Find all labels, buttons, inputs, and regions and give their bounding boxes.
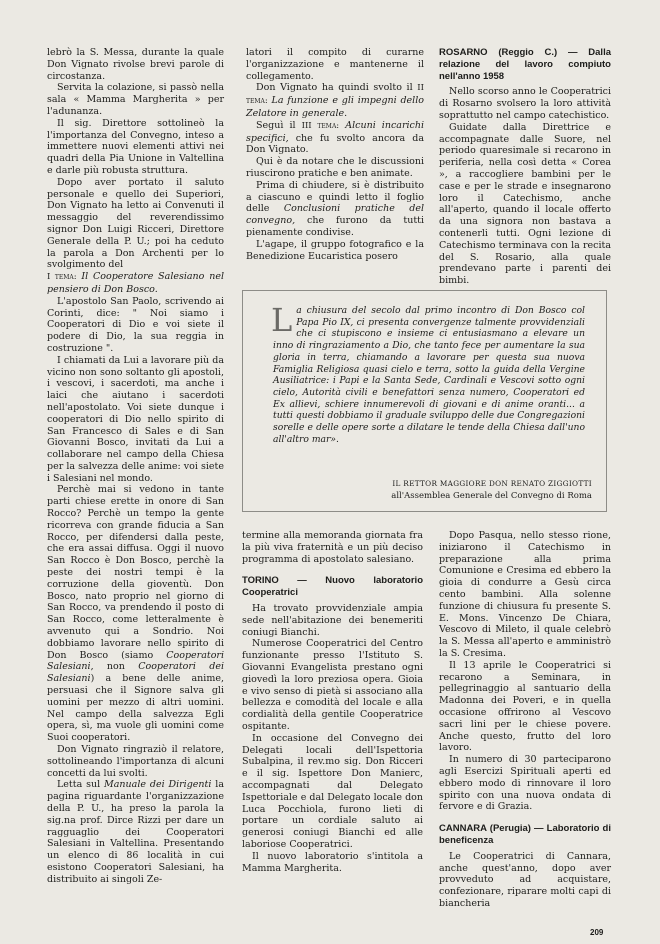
column-2	[246, 47, 424, 262]
paragraph: Il sig. Direttore sottolineò la l'importanza del Convegno, inteso a immettere nuovi elementi attivi nei quadri della Pia Unione in Valtellina e darle più robusta struttura.	[47, 117, 224, 176]
paragraph: Seguì il III tema: Alcuni incarichi specifici, che fu svolto ancora da Don Vignato.	[246, 119, 424, 156]
quote-box	[242, 290, 607, 512]
column-3-lower	[439, 530, 611, 910]
quote-signature: IL RETTOR MAGGIORE DON RENATO ZIGGIOTTI	[392, 479, 592, 488]
column-1	[47, 47, 224, 886]
paragraph: In numero di 30 parteciparono agli Esercizi Spirituali aperti ed ebbero modo di rinnovare il loro spirito con una nuova ondata di fervore e di Grazia.	[439, 754, 611, 813]
paragraph: Il 13 aprile le Cooperatrici si recarono a Seminara, in pellegrinaggio al santuario della Madonna dei Poveri, e in quella occasione offrirono al Vescovo sacri lini per le chiese povere. Anche questo, frutto del loro lavoro.	[439, 659, 611, 754]
section-heading: ROSARNO (Reggio C.) — Dalla relazione del lavoro compiuto nell'anno 1958	[439, 47, 611, 82]
page-number: 209	[590, 928, 604, 937]
column-2-lower	[242, 530, 423, 874]
paragraph: Ha trovato provvidenziale ampia sede nell'abitazione dei benemeriti coniugi Bianchi.	[242, 602, 423, 638]
theme-label: I tema:	[47, 272, 77, 283]
paragraph: Dopo aver portato il saluto personale e quello dei Superiori, Don Vignato ha letto ai Convenuti il messaggio del reverendissimo signor Don Luigi Ricceri, Direttore Generale della P. U.; poi ha ceduto la parola a Don Archenti per lo svolgimento del	[47, 176, 224, 271]
paragraph: Servita la colazione, si passò nella sala « Mamma Margherita » per l'adunanza.	[47, 82, 224, 117]
paragraph: Perchè mai si vedono in tante parti chiese erette in onore di San Rocco? Perchè un tempo la gente ricorreva con grande fiducia a San Rocco, per difendersi dalla peste, che era assai diffusa. Oggi il nuovo San Rocco è Don Bosco, perchè la peste dei nostri tempi è la corruzione della gioventù. Don Bosco, nato proprio nel giorno di San Rocco, va prendendo il posto di San Rocco, come letteralmente è avvenuto qui a Sondrio. Noi dobbiamo lavorare nello spirito di Don Bosco (siamo Cooperatori Salesiani, non Cooperatori dei Salesiani) a bene delle anime, persuasi che il Signore salva gli uomini per mezzo di altri uomini. Nel campo della salvezza Egli opera, sì, ma vuole gli uomini come Suoi cooperatori.	[47, 484, 224, 744]
paragraph: L'agape, il gruppo fotografico e la Benedizione Eucaristica posero	[246, 238, 424, 262]
theme-heading	[47, 271, 224, 296]
paragraph: I chiamati da Lui a lavorare più da vicino non sono soltanto gli apostoli, i vescovi, i sacerdoti, ma anche i laici che aiutano i sacerdoti nell'apostolato. Voi siete dunque i cooperatori di Dio nello spirito di San Francesco di Sales e di San Giovanni Bosco, invitati da Lui a collaborare nel campo della Chiesa per la salvezza delle anime: voi siete i Salesiani nel mondo.	[47, 354, 224, 484]
paragraph: Nello scorso anno le Cooperatrici di Rosarno svolsero la loro attività soprattutto nel campo catechistico.	[439, 86, 611, 121]
paragraph: Numerose Cooperatrici del Centro funzionante presso l'Istituto S. Giovanni Evangelista prestano ogni giovedì la loro preziosa opera. Gioia e vivo senso di pietà si associano alla bellezza e comodità del locale e alla cordialità della gentile Cooperatrice ospitante.	[242, 638, 423, 732]
drop-cap: L	[271, 301, 293, 339]
paragraph: Don Vignato ringraziò il relatore, sottolineando l'importanza di alcuni concetti da lui svolti.	[47, 744, 224, 779]
paragraph: Prima di chiudere, si è distribuito a ciascuno e quindi letto il foglio delle Conclusioni pratiche del convegno, che furono da tutti pienamente condivise.	[246, 179, 424, 238]
theme-title: Il Cooperatore Salesiano nel pensiero di Don Bosco.	[47, 271, 224, 295]
paragraph: Letta sul Manuale dei Dirigenti la pagina riguardante l'organizzazione della P. U., ha preso la parola la sig.na prof. Dirce Rizzi per dare un ragguaglio dei Cooperatori Salesiani in Valtellina. Presentando un elenco di 86 località in cui esistono Cooperatori Salesiani, ha distribuito ai singoli Ze-	[47, 779, 224, 885]
column-3	[439, 47, 611, 287]
paragraph: lebrò la S. Messa, durante la quale Don Vignato rivolse brevi parole di circostanza.	[47, 47, 224, 82]
paragraph: Dopo Pasqua, nello stesso rione, iniziarono il Catechismo in preparazione alla prima Comunione e Cresima ed ebbero la gioia di condurre a Gesù circa cento bambini. Alla solenne funzione di chiusura fu presente S. E. Mons. Vincenzo De Chiara, Vescovo di Mileto, il quale celebrò la S. Messa all'aperto e amministrò la S. Cresima.	[439, 530, 611, 659]
paragraph: Don Vignato ha quindi svolto il II tema: La funzione e gli impegni dello Zelatore in generale.	[246, 82, 424, 119]
paragraph: Qui è da notare che le discussioni riuscirono pratiche e ben animate.	[246, 156, 424, 179]
section-heading: TORINO — Nuovo laboratorio Cooperatrici	[242, 575, 423, 599]
paragraph: In occasione del Convegno dei Delegati locali dell'Ispettoria Subalpina, il rev.mo sig. Don Ricceri e il sig. Ispettore Don Manierc, accompagnati dal Delegato Ispettoriale e dal Delegato locale don Luca Pocchiola, furono lieti di portare un cordiale saluto ai generosi coniugi Bianchi ed alle laboriose Cooperatrici.	[242, 732, 423, 850]
paragraph: Le Cooperatrici di Cannara, anche quest'anno, dopo aver provveduto ad acquistare, confezionare, riparare molti capi di biancheria	[439, 850, 611, 909]
quote-signature-note: all'Assemblea Generale del Convegno di Roma	[391, 491, 592, 501]
paragraph: termine alla memoranda giornata fra la più viva fraternità e un più deciso programma di apostolato salesiano.	[242, 530, 423, 565]
paragraph: Il nuovo laboratorio s'intitola a Mamma Margherita.	[242, 850, 423, 874]
paragraph: L'apostolo San Paolo, scrivendo ai Corinti, dice: " Noi siamo i Cooperatori di Dio e voi siete il podere di Dio, la sua reggia in costruzione ".	[47, 295, 224, 354]
paragraph: Guidate dalla Direttrice e accompagnate dalle Suore, nel periodo quaresimale si recarono in periferia, nella così detta « Corea », a raccogliere bambini per le case e per le strade e insegnarono loro il Catechismo, anche all'aperto, quando il locale offerto da una signora non bastava a contenerli tutti. Ogni lezione di Catechismo terminava con la recita del S. Rosario, alla quale prendevano parte i parenti dei bimbi.	[439, 121, 611, 287]
paragraph: latori il compito di curarne l'organizzazione e mantenerne il collegamento.	[246, 47, 424, 82]
section-heading: CANNARA (Perugia) — Laboratorio di beneficenza	[439, 823, 611, 846]
quote-text: La chiusura del secolo dal primo incontro di Don Bosco col Papa Pio IX, ci presenta convergenze talmente provvidenziali che ci stupiscono e insieme ci entusiasmano a elevare un inno di ringraziamento a Dio, che tanto fece per aumentare la sua gloria in terra, chiamando a lavorare per questa sua nuova Famiglia Religiosa quasi cielo e terra, sotto la guida della Vergine Ausiliatrice: i Papi e la Santa Sede, Cardinali e Vescovi sotto ogni cielo, Autorità civili e benefattori senza numero, Cooperatori ed Ex allievi, schiere innumerevoli di giovani e di anime oranti... a tutti questi dobbiamo il graduale sviluppo delle due Congregazioni sorelle e delle opere sorte a dilatare le tende della Chiesa dall'uno all'altro mar».	[271, 301, 585, 445]
